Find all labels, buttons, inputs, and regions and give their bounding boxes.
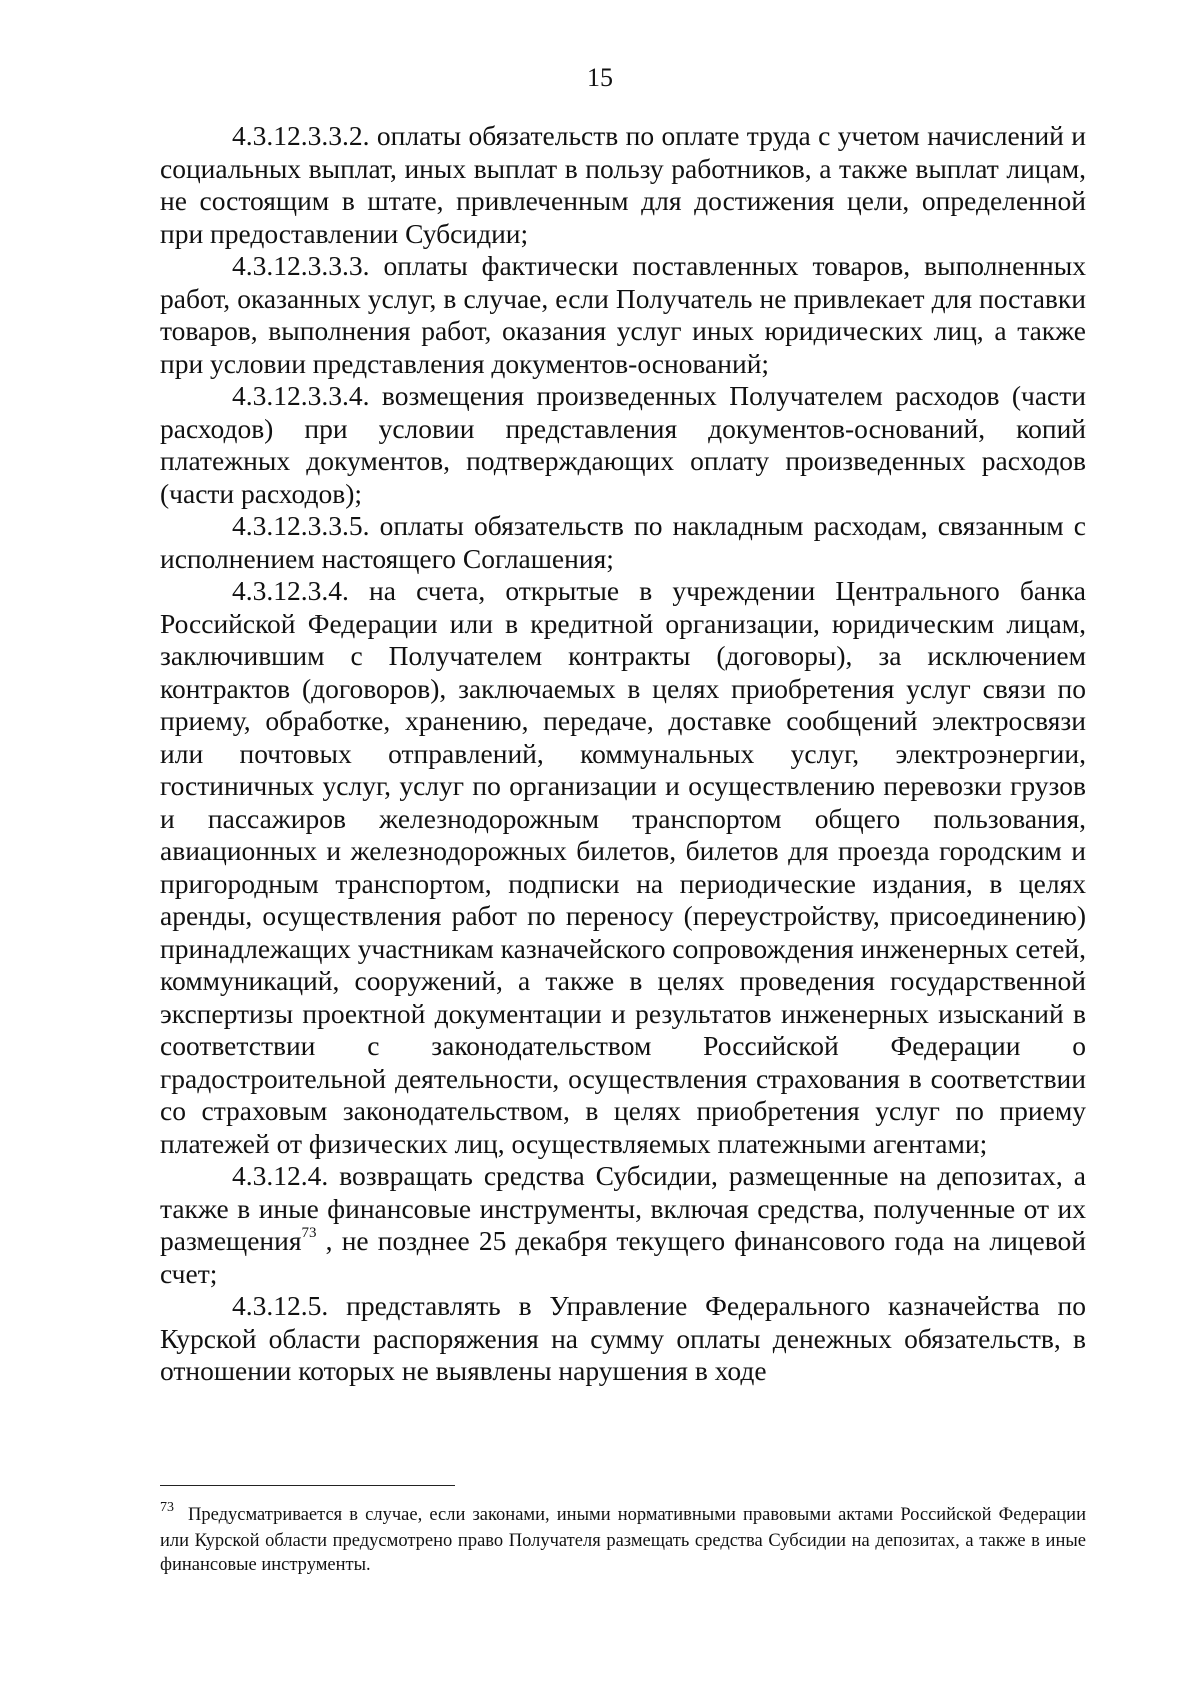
- paragraph-4-3-12-4: [160, 1160, 1086, 1290]
- footnote-text: Предусматривается в случае, если законами, иными нормативными правовыми актами Российской Федерации или Курской области предусмотрено право Получателя размещать средства Субсидии на депозитах, а также в иные финансовые инструменты.: [160, 1505, 1086, 1575]
- footnote-mark: 73: [160, 1500, 174, 1515]
- footnote-reference[interactable]: 73: [301, 1224, 317, 1241]
- paragraph-4-3-12-3-3-2: 4.3.12.3.3.2. оплаты обязательств по оплате труда с учетом начислений и социальных выплат, иных выплат в пользу работников, а также выплат лицам, не состоящим в штате, привлеченным для достижения цели, определенной при предоставлении Субсидии;: [160, 120, 1086, 249]
- paragraph-4-3-12-4-text-end: , не позднее 25 декабря текущего финансового года на лицевой счет;: [160, 1225, 1086, 1289]
- paragraph-4-3-12-5: 4.3.12.5. представлять в Управление Федерального казначейства по Курской области распоряжения на сумму оплаты денежных обязательств, в отношении которых не выявлены нарушения в ходе: [160, 1290, 1086, 1386]
- footnote-separator: [160, 1485, 455, 1486]
- paragraph-4-3-12-3-4: 4.3.12.3.4. на счета, открытые в учреждении Центрального банка Российской Федерации или в кредитной организации, юридическим лицам, заключившим с Получателем контракты (договоры), за исключением контрактов (договоров), заключаемых в целях приобретения услуг связи по приему, обработке, хранению, передаче, доставке сообщений электросвязи или почтовых отправлений, коммунальных услуг, электроэнергии, гостиничных услуг, услуг по организации и осуществлению перевозки грузов и пассажиров железнодорожным транспортом общего пользования, авиационных и железнодорожных билетов, билетов для проезда городским и пригородным транспортом, подписки на периодические издания, в целях аренды, осуществления работ по переносу (переустройству, присоединению) принадлежащих участникам казначейского сопровождения инженерных сетей, коммуникаций, сооружений, а также в целях проведения государственной экспертизы проектной документации и результатов инженерных изысканий в соответствии с законодательством Российской Федерации о градостроительной деятельности, осуществления страхования в соответствии со страховым законодательством, в целях приобретения услуг по приему платежей от физических лиц, осуществляемых платежными агентами;: [160, 575, 1086, 1159]
- document-body: [160, 120, 1086, 1388]
- paragraph-4-3-12-4-text-start: 4.3.12.4. возвращать средства Субсидии, размещенные на депозитах, а также в иные финансовые инструменты, включая средства, полученные от их размещения: [160, 1160, 1086, 1256]
- paragraph-4-3-12-3-3-4: 4.3.12.3.3.4. возмещения произведенных Получателем расходов (части расходов) при условии представления документов-оснований, копий платежных документов, подтверждающих оплату произведенных расходов (части расходов);: [160, 380, 1086, 509]
- paragraph-4-3-12-3-3-5: 4.3.12.3.3.5. оплаты обязательств по накладным расходам, связанным с исполнением настоящего Соглашения;: [160, 510, 1086, 574]
- footnote: [160, 1500, 1086, 1577]
- paragraph-4-3-12-3-3-3: 4.3.12.3.3.3. оплаты фактически поставленных товаров, выполненных работ, оказанных услуг, в случае, если Получатель не привлекает для поставки товаров, выполнения работ, оказания услуг иных юридических лиц, а также при условии представления документов-оснований;: [160, 250, 1086, 379]
- page-number: 15: [587, 63, 613, 92]
